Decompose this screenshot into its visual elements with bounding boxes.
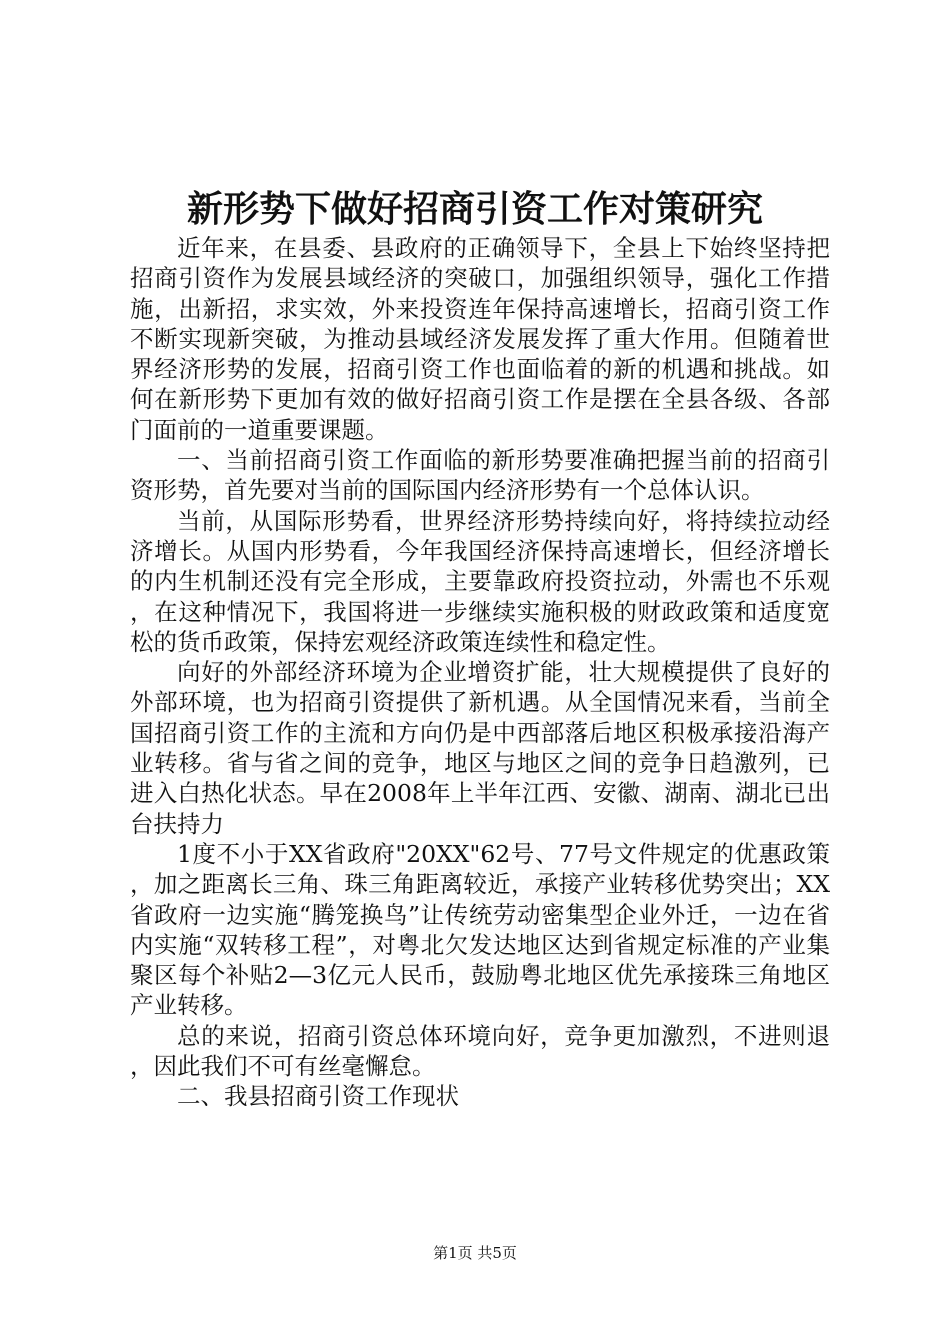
paragraph-intro: 近年来，在县委、县政府的正确领导下，全县上下始终坚持把招商引资作为发展县域经济的突破口，加强组织领导，强化工作措施，出新招，求实效，外来投资连年保持高速增长，招商引资工作不断实现新突破，为推动县域经济发展发挥了重大作用。但随着世界经济形势的发展，招商引资工作也面临着的新的机遇和挑战。如何在新形势下更加有效的做好招商引资工作是摆在全县各级、各部门面前的一道重要课题。	[130, 234, 830, 444]
page-number-footer: 第1页 共5页	[433, 1244, 517, 1262]
paragraph-section-one-heading: 一、当前招商引资工作面临的新形势要准确把握当前的招商引资形势，首先要对当前的国际国内经济形势有一个总体认识。	[130, 446, 830, 505]
paragraph-section-two-heading: 二、我县招商引资工作现状	[177, 1082, 459, 1111]
paragraph-external-environment: 向好的外部经济环境为企业增资扩能，壮大规模提供了良好的外部环境，也为招商引资提供了新机遇。从全国情况来看，当前全国招商引资工作的主流和方向仍是中西部落后地区积极承接沿海产业转移。省与省之间的竞争，地区与地区之间的竞争日趋激列，已进入白热化状态。早在2008年上半年江西、安徽、湖南、湖北已出台扶持力	[130, 658, 830, 838]
paragraph-policy-comparison: 1度不小于XX省政府"20XX"62号、77号文件规定的优惠政策，加之距离长三角、珠三角距离较近，承接产业转移优势突出；XX省政府一边实施“腾笼换鸟”让传统劳动密集型企业外迁，一边在省内实施“双转移工程”，对粤北欠发达地区达到省规定标准的产业集聚区每个补贴2—3亿元人民币，鼓励粤北地区优先承接珠三角地区产业转移。	[130, 839, 830, 1020]
paragraph-current-situation: 当前，从国际形势看，世界经济形势持续向好，将持续拉动经济增长。从国内形势看，今年我国经济保持高速增长，但经济增长的内生机制还没有完全形成，主要靠政府投资拉动，外需也不乐观，在这种情况下，我国将进一步继续实施积极的财政政策和适度宽松的货币政策，保持宏观经济政策连续性和稳定性。	[130, 506, 830, 656]
document-body	[130, 233, 830, 1112]
paragraph-summary: 总的来说，招商引资总体环境向好，竞争更加激烈，不进则退，因此我们不可有丝毫懈怠。	[130, 1021, 830, 1081]
document-title: 新形势下做好招商引资工作对策研究	[186, 188, 763, 230]
